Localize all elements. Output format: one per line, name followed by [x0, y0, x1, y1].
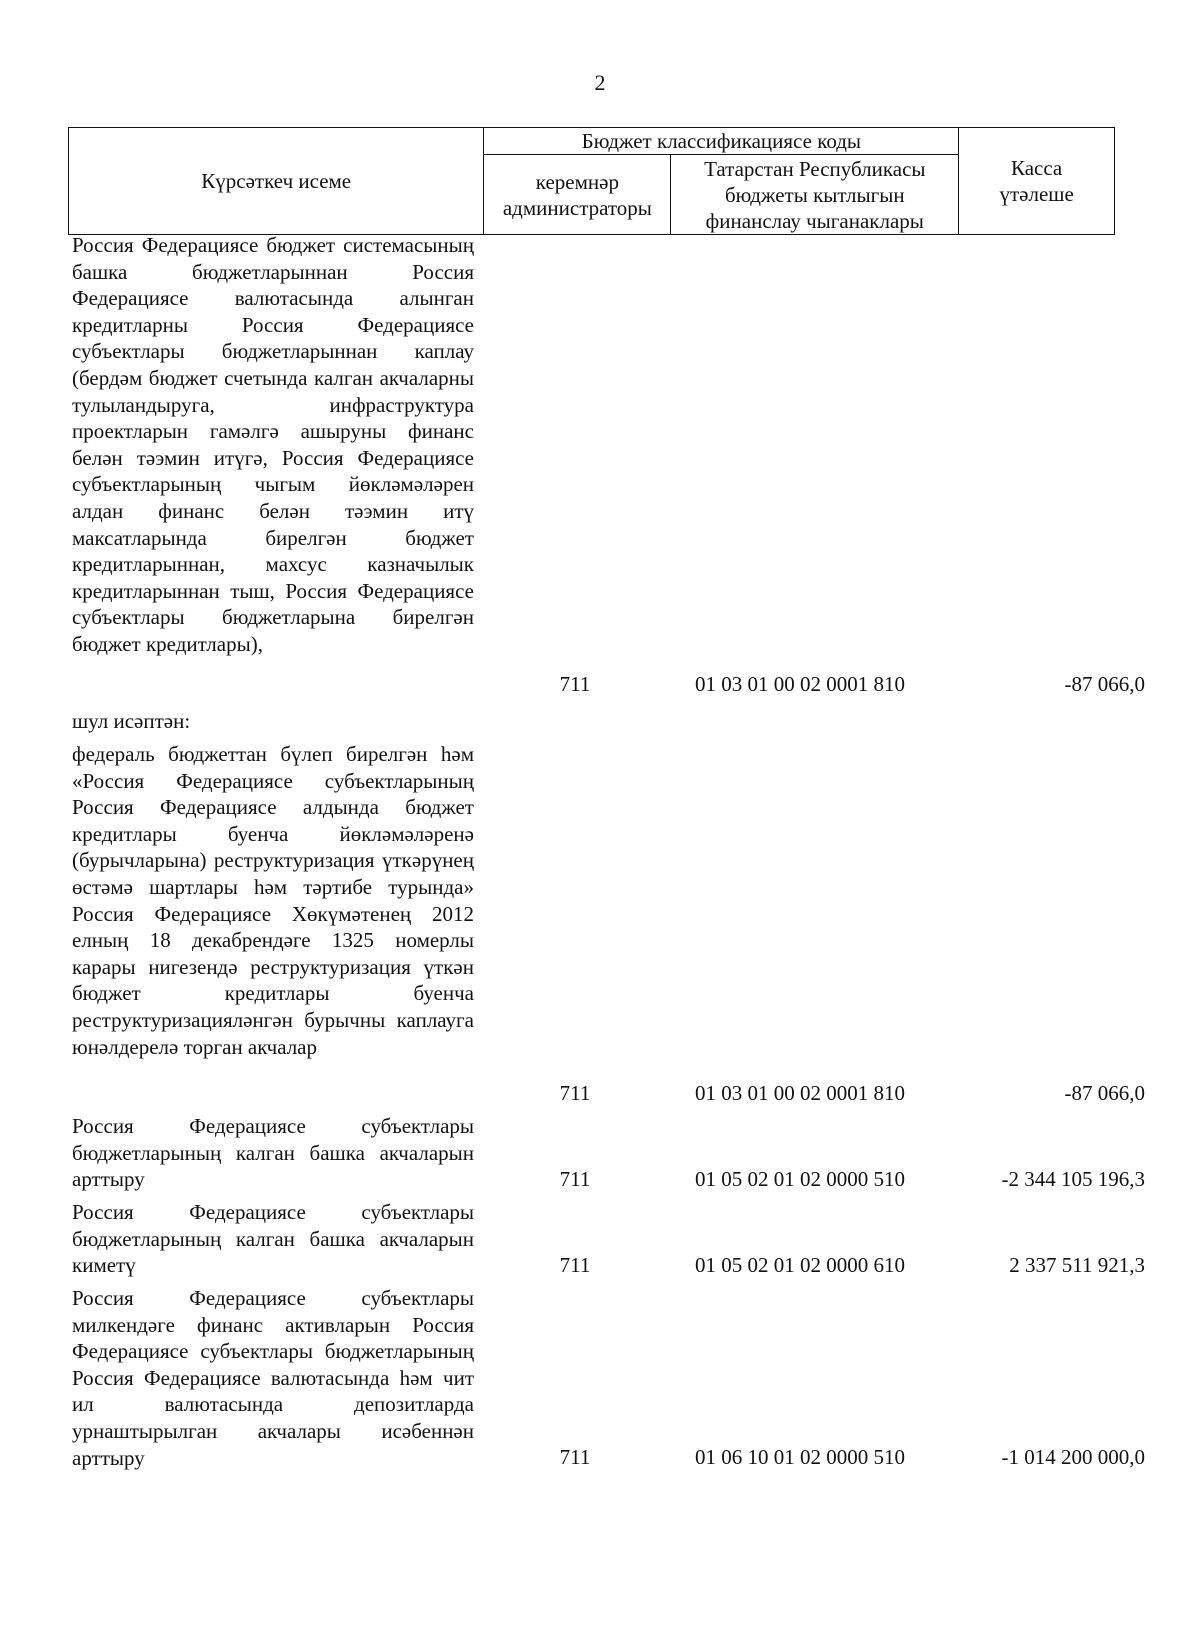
table-row	[0, 232, 1200, 698]
header-revenue-administrators-text: керемнәр администраторы	[502, 169, 652, 220]
row-indicator-name: Россия Федерациясе бюджет системасының башка бюджетларыннан Россия Федерациясе валютасында алынган кредитларны Россия Федерациясе субъектлары бюджетларыннан каплау (бердәм бюджет счетында калган акчаларны тулыландыруга, инфраструктура проектларын гамәлгә ашыруны финанс белән тәэмин итүгә, Россия Федерациясе субъектларының чыгым йөкләмәләрен алдан финанс белән тәэмин итү максатларында бирелгән бюджет кредитларыннан, махсус казначылык кредитларыннан тыш, Россия Федерациясе субъектлары бюджетларына бирелгән бюджет кредитлары),	[72, 233, 474, 656]
row-amount: -2 344 105 196,3	[1001, 1167, 1145, 1192]
table-row	[0, 708, 1200, 735]
header-budget-class-code: Бюджет классификациясе коды	[484, 128, 959, 155]
row-source-code: 01 05 02 01 02 0000 510	[695, 1167, 905, 1192]
row-admin-code: 711	[559, 672, 591, 697]
row-amount: -87 066,0	[1064, 1081, 1145, 1106]
table-row	[0, 741, 1200, 1107]
header-indicator-name: Күрсәткеч исеме	[69, 128, 484, 235]
header-financing-sources-text: Татарстан Республикасы бюджеты кытлыгын финанслау чыганаклары	[704, 156, 926, 233]
table-row	[0, 1113, 1200, 1193]
header-cash-execution	[959, 128, 1115, 235]
row-admin-code: 711	[559, 1253, 591, 1278]
page-number: 2	[594, 70, 606, 95]
table-header	[68, 127, 1115, 235]
row-source-code: 01 06 10 01 02 0000 510	[695, 1445, 905, 1470]
row-amount: -1 014 200 000,0	[1001, 1445, 1145, 1470]
row-indicator-name: Россия Федерациясе субъектлары милкендәге финанс активларын Россия Федерациясе субъектлары бюджетларының Россия Федерациясе валютасында һәм чит ил валютасында депозитларда урнаштырылган акчалары исәбеннән арттыру	[72, 1286, 474, 1470]
row-indicator-name: Россия Федерациясе субъектлары бюджетларының калган башка акчаларын арттыру	[72, 1114, 474, 1192]
row-source-code: 01 05 02 01 02 0000 610	[695, 1253, 905, 1278]
row-admin-code: 711	[559, 1081, 591, 1106]
row-indicator-name: федераль бюджеттан бүлеп бирелгән һәм «Россия Федерациясе субъектларының Россия Федерациясе алдында бюджет кредитлары буенча йөкләмәләренә (бурычларына) реструктуризация үткәрүнең өстәмә шартлары һәм тәртибе турында» Россия Федерациясе Хөкүмәтенең 2012 елның 18 декабрендәге 1325 номерлы карары нигезендә реструктуризация үткән бюджет кредитлары буенча реструктуризацияләнгән бурычны каплауга юнәлдерелә торган акчалар	[72, 742, 474, 1059]
row-source-code: 01 03 01 00 02 0001 810	[695, 672, 905, 697]
row-amount: 2 337 511 921,3	[1009, 1253, 1145, 1278]
row-indicator-name: шул исәптән:	[72, 709, 191, 733]
table-row	[0, 1199, 1200, 1279]
table-row	[0, 1285, 1200, 1471]
row-admin-code: 711	[559, 1445, 591, 1470]
row-indicator-name: Россия Федерациясе субъектлары бюджетларының калган башка акчаларын киметү	[72, 1200, 474, 1278]
header-revenue-administrators	[484, 155, 671, 235]
header-financing-sources	[671, 155, 959, 235]
header-cash-execution-text: Касса үтәлеше	[999, 156, 1074, 206]
row-amount: -87 066,0	[1064, 672, 1145, 697]
row-admin-code: 711	[559, 1167, 591, 1192]
row-source-code: 01 03 01 00 02 0001 810	[695, 1081, 905, 1106]
